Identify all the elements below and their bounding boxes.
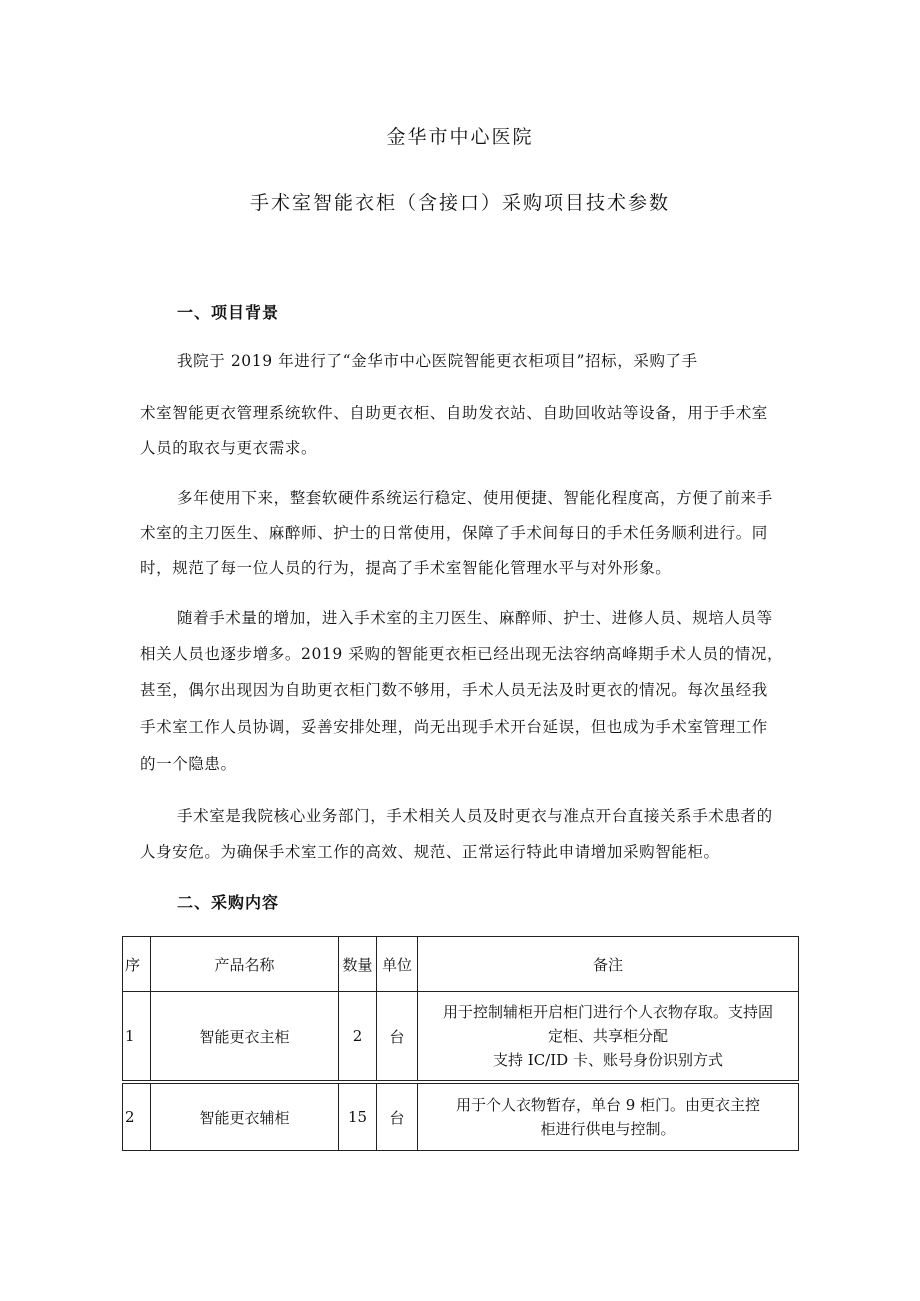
paragraph-line: 手术室工作人员协调，妥善安排处理，尚无出现手术开台延误，但也成为手术室管理工作 bbox=[140, 718, 768, 736]
table-row bbox=[123, 992, 799, 1081]
paragraph-line: 我院于 2019 年进行了“金华市中心医院智能更衣柜项目”招标，采购了手 bbox=[177, 352, 698, 370]
paragraph-line: 相关人员也逐步增多。2019 采购的智能更衣柜已经出现无法容纳高峰期手术人员的情况， bbox=[140, 645, 784, 663]
paragraph-line: 人员的取衣与更衣需求。 bbox=[140, 439, 318, 457]
header-no: 序 bbox=[123, 937, 151, 992]
paragraph-line: 人身安危。为确保手术室工作的高效、规范、正常运行特此申请增加采购智能柜。 bbox=[140, 843, 720, 861]
cell-remarks bbox=[418, 1084, 799, 1151]
paragraph-line: 随着手术量的增加，进入手术室的主刀医生、麻醉师、护士、进修人员、规培人员等 bbox=[177, 609, 773, 627]
paragraph-line: 甚至，偶尔出现因为自助更衣柜门数不够用，手术人员无法及时更衣的情况。每次虽经我 bbox=[140, 681, 768, 699]
table-row bbox=[123, 1084, 799, 1151]
cell-no: 1 bbox=[123, 992, 151, 1081]
hospital-title: 金华市中心医院 bbox=[386, 126, 534, 148]
paragraph-line: 术室的主刀医生、麻醉师、护士的日常使用，保障了手术间每日的手术任务顺利进行。同 bbox=[140, 524, 768, 542]
cell-quantity: 2 bbox=[339, 992, 377, 1081]
header-quantity: 数量 bbox=[339, 937, 377, 992]
cell-product-name: 智能更衣主柜 bbox=[151, 992, 339, 1081]
remark-line: 用于控制辅柜开启柜门进行个人衣物存取。支持固 bbox=[442, 1003, 773, 1021]
paragraph-line: 多年使用下来，整套软硬件系统运行稳定、使用便捷、智能化程度高，方便了前来手 bbox=[177, 489, 773, 507]
remark-line: 定柜、共享柜分配 bbox=[547, 1027, 668, 1045]
cell-no: 2 bbox=[123, 1084, 151, 1151]
cell-quantity: 15 bbox=[339, 1084, 377, 1151]
table-header-row bbox=[123, 937, 799, 992]
section-heading-background: 一、项目背景 bbox=[177, 303, 280, 322]
paragraph-line: 手术室是我院核心业务部门，手术相关人员及时更衣与准点开台直接关系手术患者的 bbox=[177, 807, 773, 825]
cell-remarks bbox=[418, 992, 799, 1081]
remark-line: 用于个人衣物暂存，单台 9 柜门。由更衣主控 bbox=[455, 1096, 761, 1114]
remark-line: 柜进行供电与控制。 bbox=[540, 1120, 676, 1138]
paragraph-line: 术室智能更衣管理系统软件、自助更衣柜、自助发衣站、自助回收站等设备，用于手术室 bbox=[140, 404, 768, 422]
header-product-name: 产品名称 bbox=[151, 937, 339, 992]
header-unit: 单位 bbox=[377, 937, 418, 992]
procurement-table bbox=[122, 936, 799, 1151]
remark-line: 支持 IC/ID 卡、账号身份识别方式 bbox=[493, 1051, 723, 1069]
cell-unit: 台 bbox=[377, 992, 418, 1081]
paragraph-line: 的一个隐患。 bbox=[140, 755, 237, 773]
document-title: 手术室智能衣柜（含接口）采购项目技术参数 bbox=[249, 192, 670, 214]
cell-unit: 台 bbox=[377, 1084, 418, 1151]
section-heading-procurement: 二、采购内容 bbox=[177, 893, 280, 912]
paragraph-line: 时，规范了每一位人员的行为，提高了手术室智能化管理水平与对外形象。 bbox=[140, 559, 672, 577]
header-remarks: 备注 bbox=[418, 937, 799, 992]
cell-product-name: 智能更衣辅柜 bbox=[151, 1084, 339, 1151]
